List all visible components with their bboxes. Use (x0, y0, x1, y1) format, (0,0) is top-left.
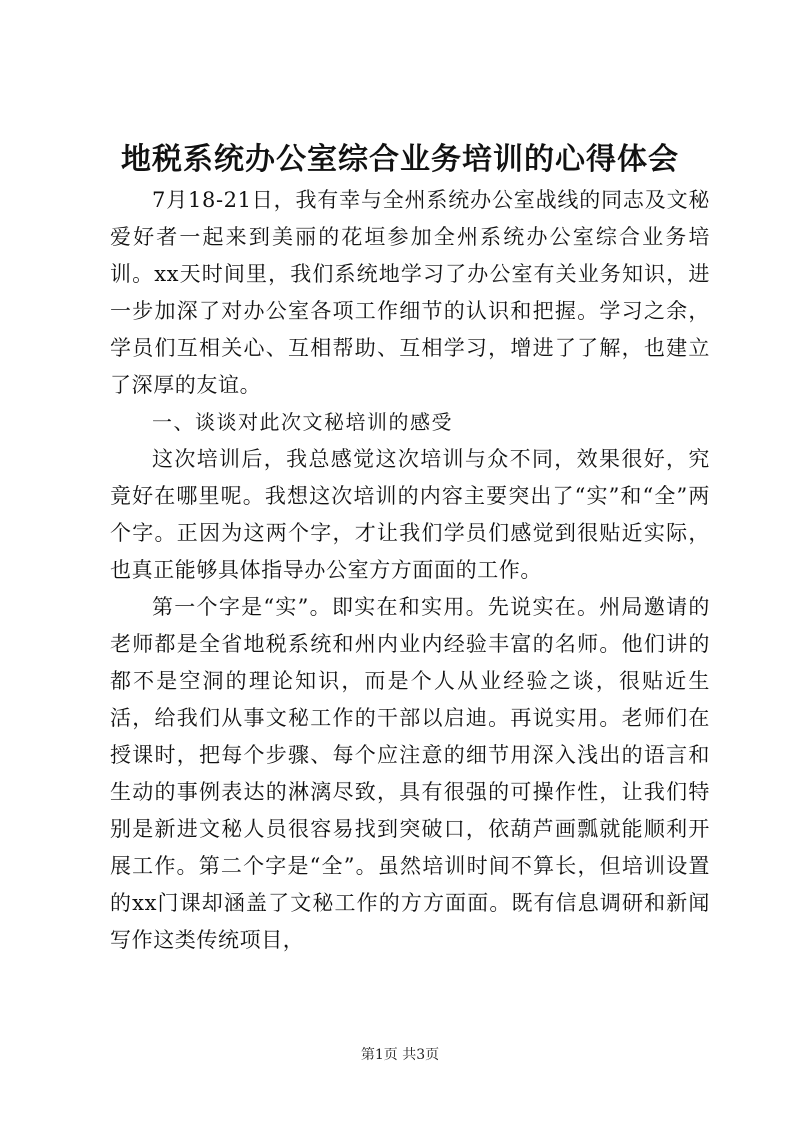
paragraph-intro: 7月18-21日，我有幸与全州系统办公室战线的同志及文秘爱好者一起来到美丽的花垣参加全州系统办公室综合业务培训。xx天时间里，我们系统地学习了办公室有关业务知识，进一步加深了对办公室各项工作细节的认识和把握。学习之余，学员们互相关心、互相帮助、互相学习，增进了了解，也建立了深厚的友谊。 (110, 188, 710, 397)
paragraph-feeling: 这次培训后，我总感觉这次培训与众不同，效果很好，究竟好在哪里呢。我想这次培训的内容主要突出了“实”和“全”两个字。正因为这两个字，才让我们学员们感觉到很贴近实际，也真正能够具体指导办公室方方面面的工作。 (110, 447, 710, 582)
paragraph-shi: 第一个字是“实”。即实在和实用。先说实在。州局邀请的老师都是全省地税系统和州内业内经验丰富的名师。他们讲的都不是空洞的理论知识，而是个人从业经验之谈，很贴近生活，给我们从事文秘工作的干部以启迪。再说实用。老师们在授课时，把每个步骤、每个应注意的细节用深入浅出的语言和生动的事例表达的淋漓尽致，具有很强的可操作性，让我们特别是新进文秘人员很容易找到突破口，依葫芦画瓢就能顺利开展工作。第二个字是“全”。虽然培训时间不算长，但培训设置的xx门课却涵盖了文秘工作的方方面面。既有信息调研和新闻写作这类传统项目， (110, 595, 710, 952)
section-heading: 一、谈谈对此次文秘培训的感受 (152, 410, 453, 434)
page-footer: 第1页 共3页 (360, 1047, 440, 1063)
document-title: 地税系统办公室综合业务培训的心得体会 (121, 142, 679, 177)
document-body (110, 182, 710, 959)
